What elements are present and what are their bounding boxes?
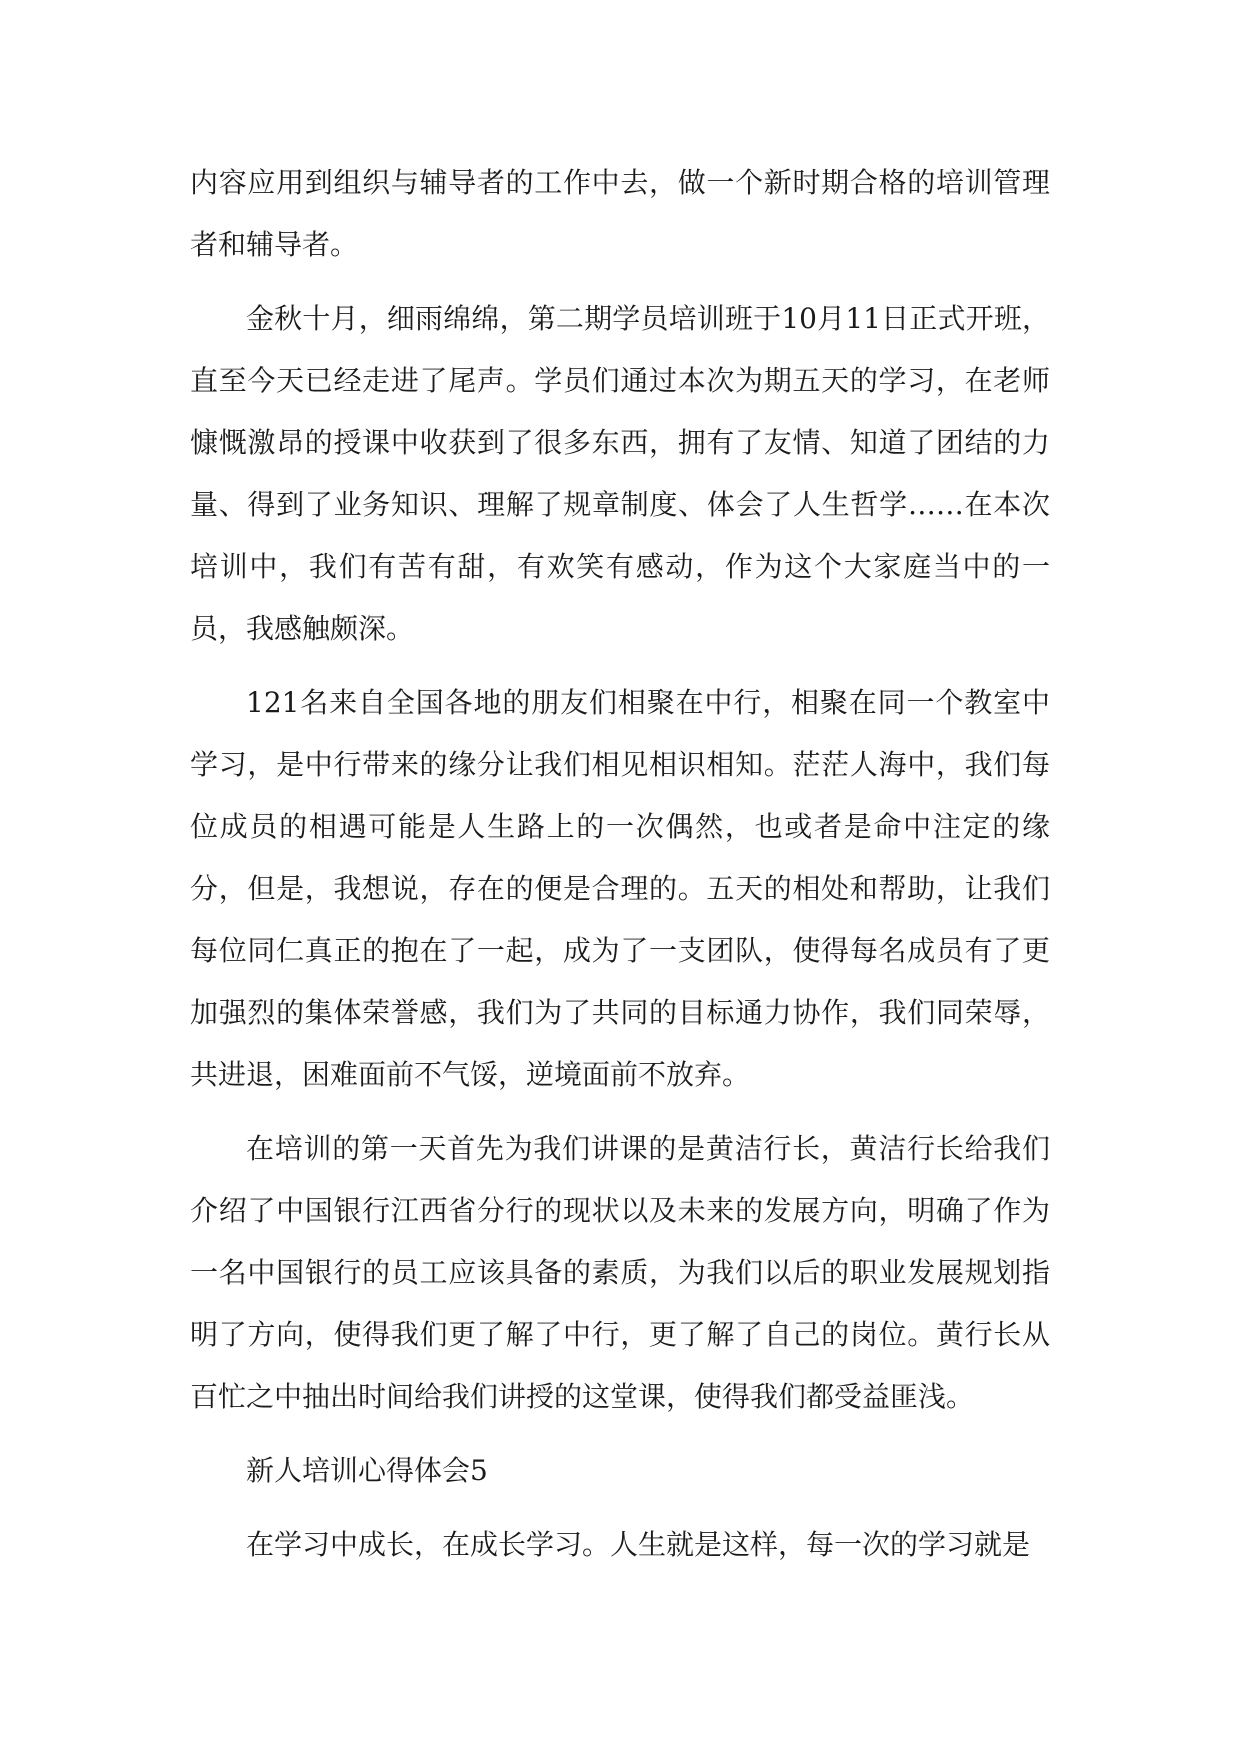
paragraph-first-day-lecture: 在培训的第一天首先为我们讲课的是黄洁行长，黄洁行长给我们介绍了中国银行江西省分行的现状以及未来的发展方向，明确了作为一名中国银行的员工应该具备的素质，为我们以后的职业发展规划指明了方向，使得我们更了解了中行，更了解了自己的岗位。黄行长从百忙之中抽出时间给我们讲授的这堂课，使得我们都受益匪浅。: [190, 1132, 1050, 1413]
paragraph-continuation: 内容应用到组织与辅导者的工作中去，做一个新时期合格的培训管理者和辅导者。: [190, 166, 1050, 261]
paragraph-team-gathering: 121名来自全国各地的朋友们相聚在中行，相聚在同一个教室中学习，是中行带来的缘分让我们相见相识相知。茫茫人海中，我们每位成员的相遇可能是人生路上的一次偶然，也或者是命中注定的缘分，但是，我想说，存在的便是合理的。五天的相处和帮助，让我们每位同仁真正的抱在了一起，成为了一支团队，使得每名成员有了更加强烈的集体荣誉感，我们为了共同的目标通力协作，我们同荣辱，共进退，困难面前不气馁，逆境面前不放弃。: [190, 686, 1050, 1091]
paragraph-growth-learning: 在学习中成长，在成长学习。人生就是这样，每一次的学习就是: [246, 1528, 1031, 1561]
section-heading: 新人培训心得体会5: [246, 1454, 488, 1487]
paragraph-training-opening: 金秋十月，细雨绵绵，第二期学员培训班于10月11日正式开班，直至今天已经走进了尾声。学员们通过本次为期五天的学习，在老师慷慨激昂的授课中收获到了很多东西，拥有了友情、知道了团结的力量、得到了业务知识、理解了规章制度、体会了人生哲学……在本次培训中，我们有苦有甜，有欢笑有感动，作为这个大家庭当中的一员，我感触颇深。: [190, 302, 1050, 645]
document-body: [190, 152, 1050, 1576]
